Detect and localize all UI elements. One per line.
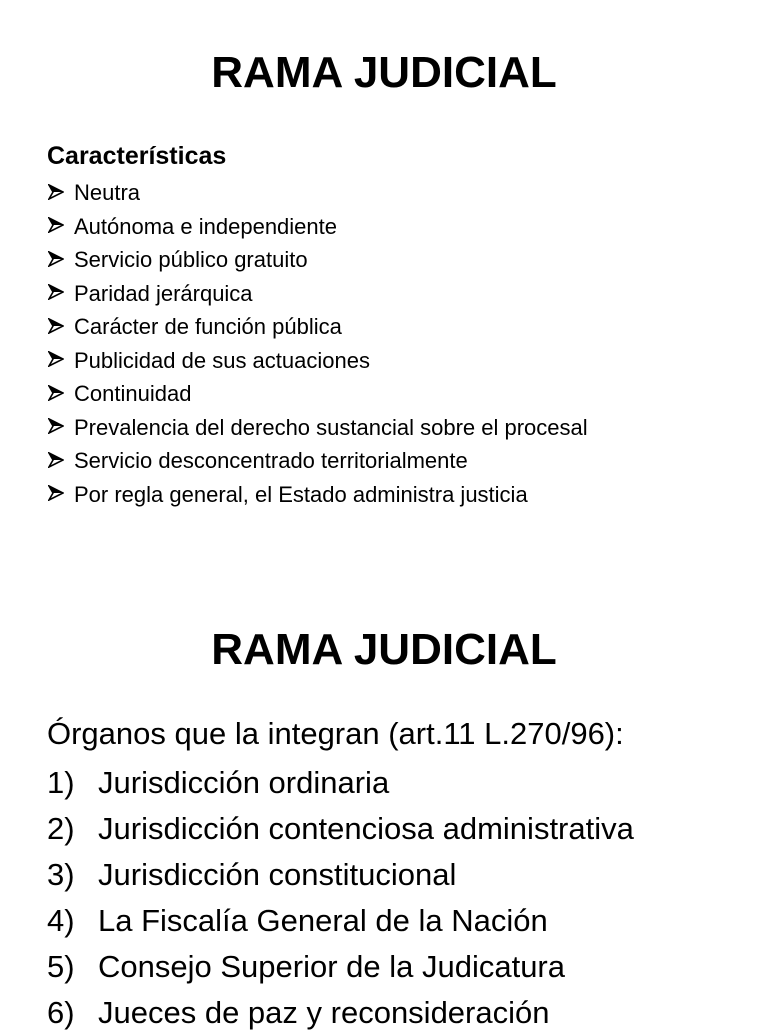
list-item (47, 344, 588, 378)
arrowhead-bullet-icon (47, 350, 74, 370)
list-item-text: Prevalencia del derecho sustancial sobre el procesal (74, 414, 588, 440)
list-item-text: La Fiscalía General de la Nación (98, 903, 548, 938)
arrowhead-bullet-icon (47, 183, 74, 203)
characteristics-list (47, 176, 588, 511)
item-number: 5) (47, 949, 75, 984)
list-item-text: Por regla general, el Estado administra justicia (74, 481, 528, 507)
item-number: 3) (47, 857, 75, 892)
list-item-text: Carácter de función pública (74, 314, 342, 339)
arrowhead-bullet-icon (47, 283, 74, 303)
list-item (47, 478, 588, 512)
arrowhead-bullet-icon (47, 484, 74, 504)
organs-list (47, 760, 634, 1036)
list-item-text: Neutra (74, 180, 141, 205)
list-item (47, 898, 634, 944)
list-item (47, 377, 588, 411)
list-item (47, 944, 634, 990)
list-item (47, 411, 588, 445)
section-intro: Órganos que la integran (art.11 L.270/96): (47, 716, 624, 751)
item-number: 6) (47, 995, 75, 1030)
list-item-text: Publicidad de sus actuaciones (74, 347, 370, 373)
list-item (47, 806, 634, 852)
list-item (47, 990, 634, 1036)
list-item (47, 277, 588, 311)
item-number: 1) (47, 765, 75, 800)
arrowhead-bullet-icon (47, 250, 74, 270)
list-item-text: Consejo Superior de la Judicatura (98, 949, 565, 984)
arrowhead-bullet-icon (47, 384, 74, 404)
arrowhead-bullet-icon (47, 216, 74, 236)
list-item-text: Continuidad (74, 381, 192, 406)
list-item (47, 444, 588, 478)
slide-organos (0, 560, 768, 1030)
arrowhead-bullet-icon (47, 417, 74, 437)
slide-title: RAMA JUDICIAL (211, 48, 557, 97)
list-item-text: Servicio desconcentrado territorialmente (74, 448, 468, 473)
list-item-text: Jurisdicción ordinaria (98, 765, 390, 800)
list-item (47, 760, 634, 806)
list-item-text: Autónoma e independiente (74, 213, 337, 239)
section-subtitle: Características (47, 142, 227, 170)
list-item (47, 243, 588, 277)
arrowhead-bullet-icon (47, 317, 74, 337)
list-item (47, 210, 588, 244)
list-item-text: Jurisdicción constitucional (98, 857, 457, 892)
item-number: 4) (47, 903, 75, 938)
list-item (47, 852, 634, 898)
list-item-text: Jueces de paz y reconsideración (98, 995, 550, 1030)
list-item-text: Paridad jerárquica (74, 280, 253, 306)
item-number: 2) (47, 811, 75, 846)
list-item-text: Jurisdicción contenciosa administrativa (98, 811, 634, 846)
slide-title: RAMA JUDICIAL (211, 625, 557, 674)
list-item-text: Servicio público gratuito (74, 247, 308, 272)
arrowhead-bullet-icon (47, 451, 74, 471)
list-item (47, 310, 588, 344)
list-item (47, 176, 588, 210)
